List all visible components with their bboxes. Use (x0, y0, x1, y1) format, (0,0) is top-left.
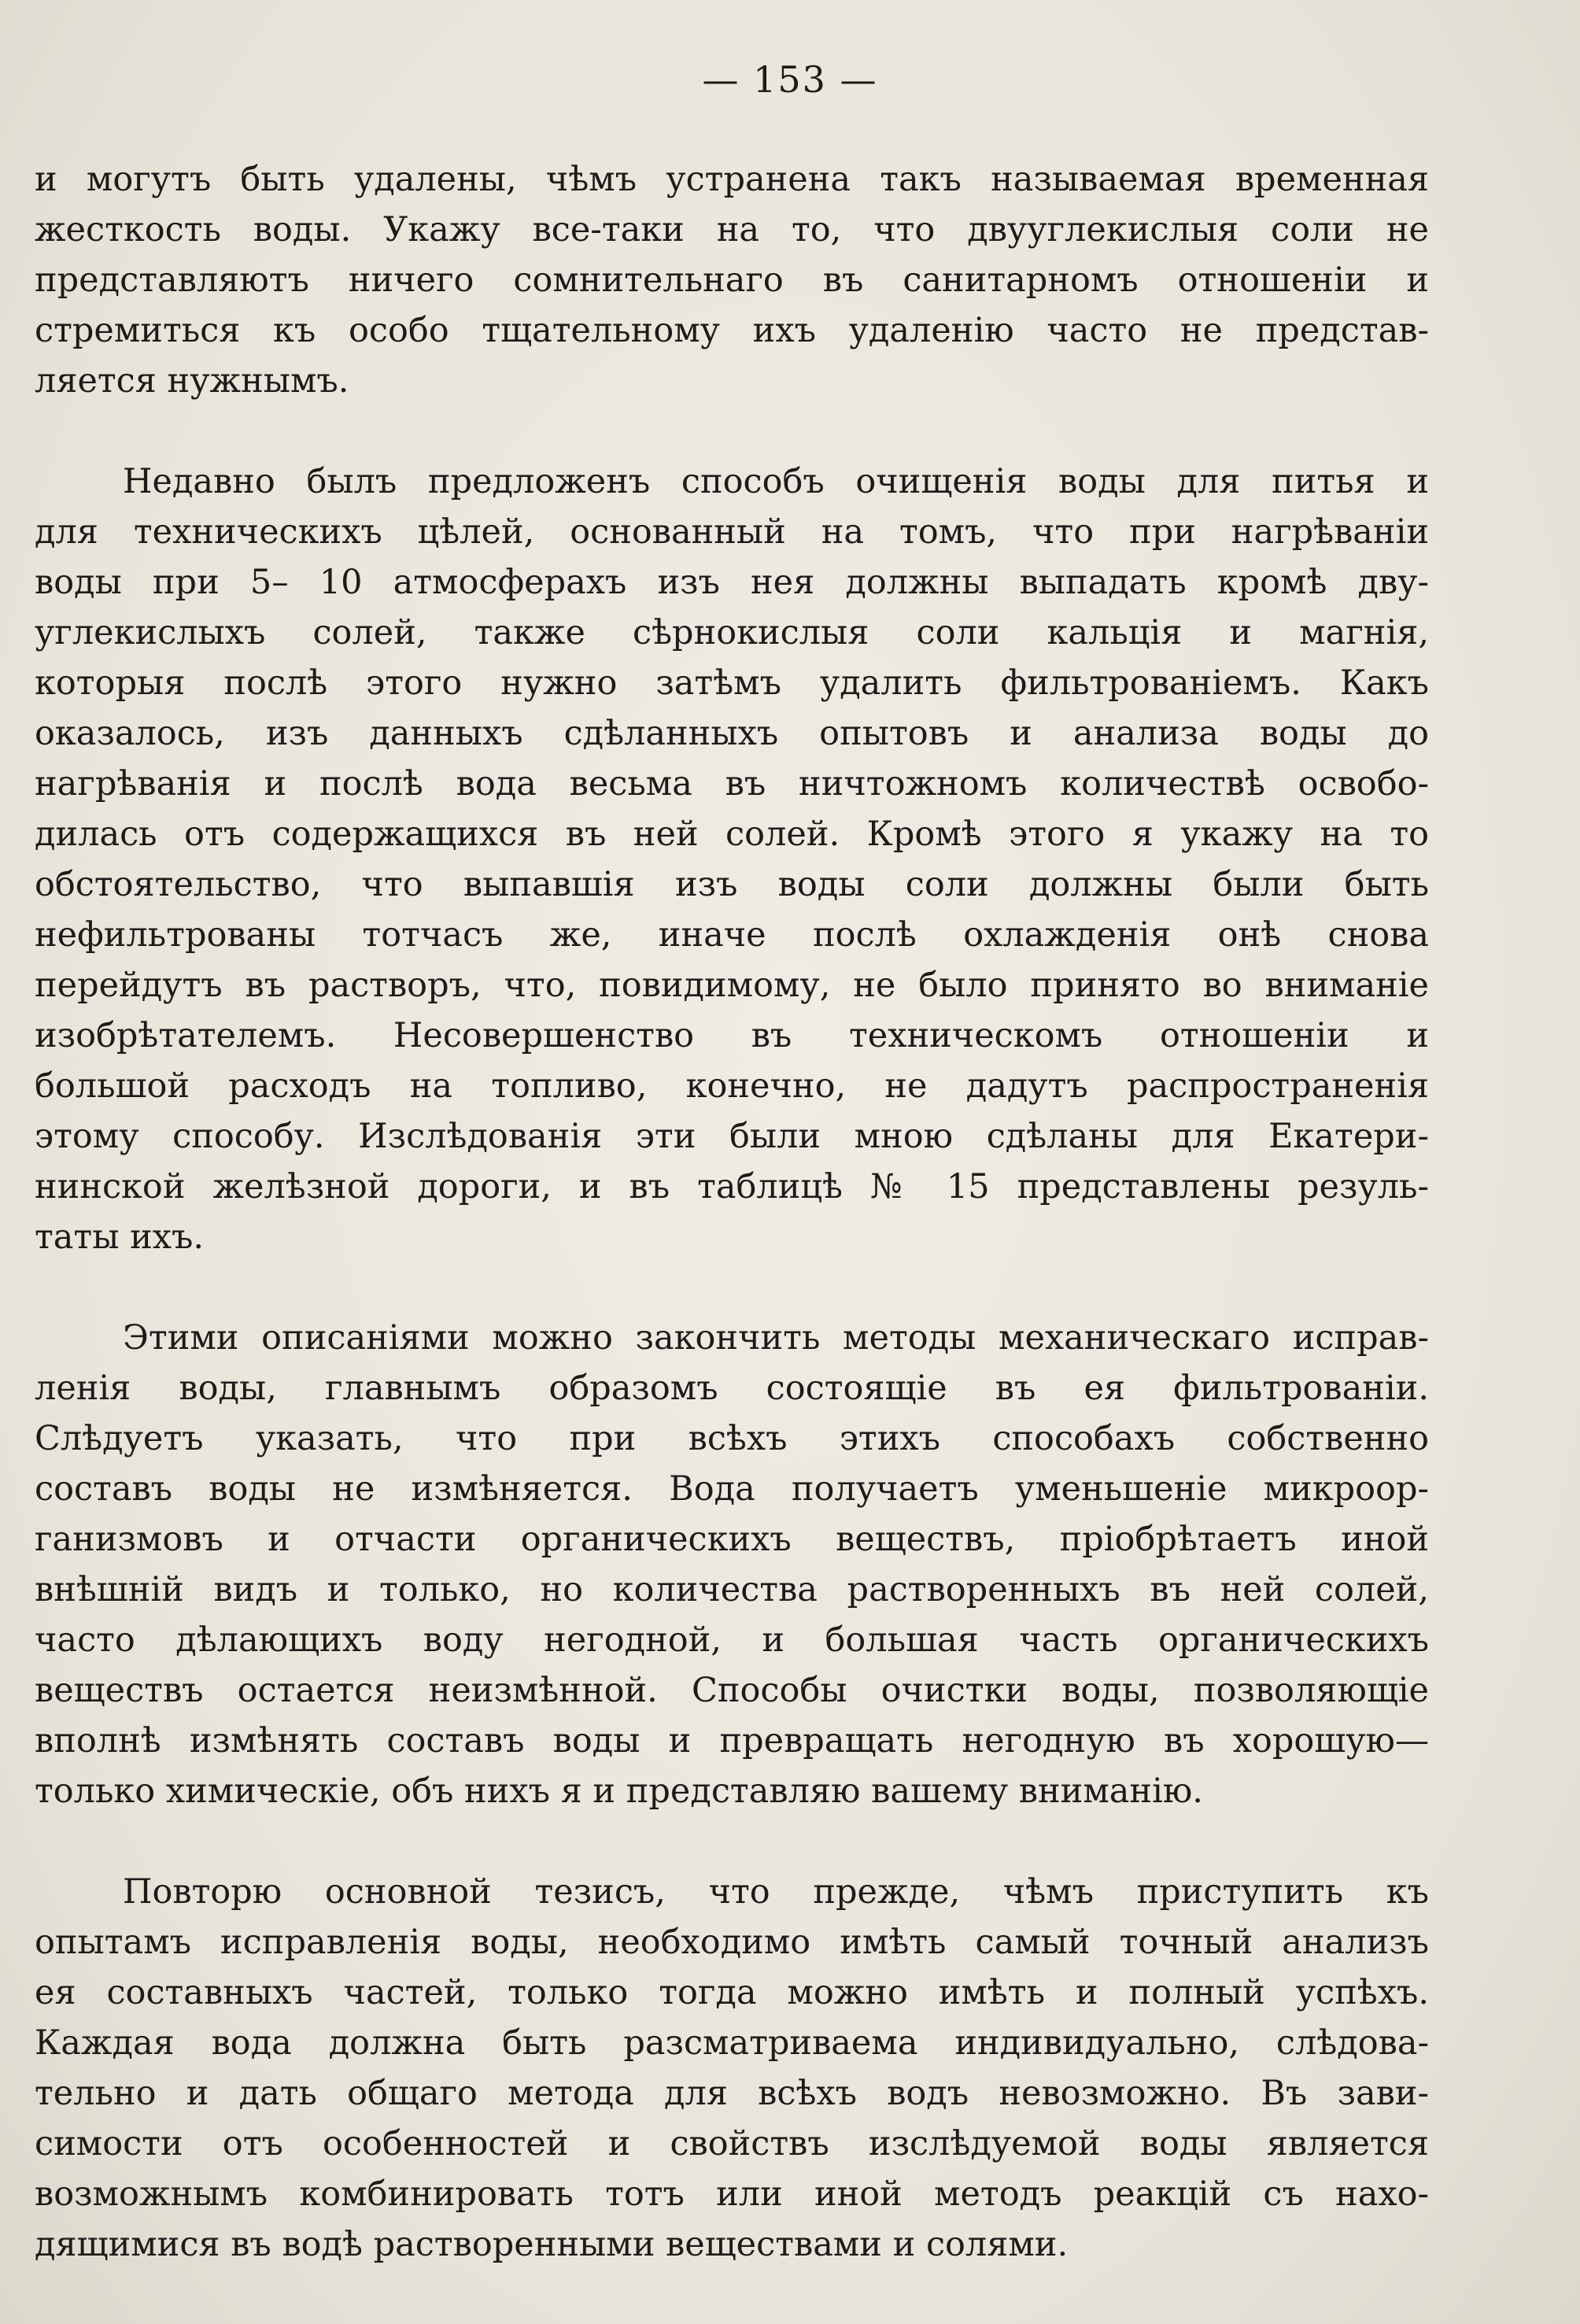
text-line: нинской желѣзной дороги, и въ таблицѣ № 15 представлены резуль- (35, 1167, 1429, 1206)
text-line: оказалось, изъ данныхъ сдѣланныхъ опытовъ и анализа воды до (35, 714, 1429, 753)
text-line: нагрѣванія и послѣ вода весьма въ ничтожномъ количествѣ освобо- (35, 764, 1429, 804)
text-line: обстоятельство, что выпавшія изъ воды соли должны были быть (35, 865, 1429, 904)
text-line: дящимися въ водѣ растворенными веществами и солями. (35, 2225, 1069, 2264)
text-line: составъ воды не измѣняется. Вода получаетъ уменьшеніе микроор- (35, 1469, 1429, 1509)
text-line: Недавно былъ предложенъ способъ очищенія воды для питья и (123, 462, 1429, 501)
text-line: вполнѣ измѣнять составъ воды и превращать негодную въ хорошую— (35, 1721, 1429, 1761)
text-line: жесткость воды. Укажу все-таки на то, что двууглекислыя соли не (35, 210, 1429, 249)
text-line: углекислыхъ солей, также сѣрнокислыя соли кальція и магнія, (35, 613, 1429, 652)
text-line: опытамъ исправленія воды, необходимо имѣть самый точный анализъ (35, 1923, 1429, 1962)
paragraph (35, 154, 1429, 406)
text-line: симости отъ особенностей и свойствъ изслѣдуемой воды является (35, 2124, 1429, 2163)
text-line: Каждая вода должна быть разсматриваема индивидуально, слѣдова- (35, 2023, 1429, 2063)
text-line: возможнымъ комбинировать тотъ или иной методъ реакцій съ нахо- (35, 2174, 1429, 2214)
text-line: для техническихъ цѣлей, основанный на томъ, что при нагрѣваніи (35, 512, 1429, 552)
text-line: таты ихъ. (35, 1217, 205, 1257)
text-line: воды при 5– 10 атмосферахъ изъ нея должны выпадать кромѣ дву- (35, 563, 1429, 602)
text-line: ганизмовъ и отчасти органическихъ веществъ, пріобрѣтаетъ иной (35, 1520, 1429, 1559)
paragraph (35, 1867, 1429, 2270)
text-line: внѣшній видъ и только, но количества растворенныхъ въ ней солей, (35, 1570, 1429, 1609)
text-line: Повторю основной тезисъ, что прежде, чѣмъ приступить къ (123, 1872, 1429, 1912)
text-line: большой расходъ на топливо, конечно, не дадутъ распространенія (35, 1066, 1429, 1106)
text-line: ляется нужнымъ. (35, 361, 349, 401)
paragraph (35, 1313, 1429, 1816)
text-line: и могутъ быть удалены, чѣмъ устранена такъ называемая временная (35, 160, 1429, 199)
text-line: этому способу. Изслѣдованія эти были мною сдѣланы для Екатери- (35, 1117, 1429, 1156)
text-line: веществъ остается неизмѣнной. Способы очистки воды, позволяющіе (35, 1671, 1429, 1710)
text-line: только химическіе, объ нихъ я и представляю вашему вниманію. (35, 1772, 1203, 1811)
text-line: ея составныхъ частей, только тогда можно имѣть и полный успѣхъ. (35, 1973, 1429, 2012)
text-line: Этими описаніями можно закончить методы механическаго исправ- (123, 1318, 1429, 1358)
text-line: часто дѣлающихъ воду негодной, и большая часть органическихъ (35, 1620, 1429, 1660)
text-line: перейдутъ въ растворъ, что, повидимому, не было принято во вниманіе (35, 966, 1429, 1005)
text-line: дилась отъ содержащихся въ ней солей. Кромѣ этого я укажу на то (35, 815, 1429, 854)
text-line: изобрѣтателемъ. Несовершенство въ техническомъ отношеніи и (35, 1016, 1429, 1055)
body-text (35, 154, 1429, 2320)
text-line: которыя послѣ этого нужно затѣмъ удалить фильтрованіемъ. Какъ (35, 663, 1429, 703)
page-number: — 153 — (702, 58, 878, 101)
paragraph (35, 456, 1429, 1262)
text-line: тельно и дать общаго метода для всѣхъ водъ невозможно. Въ зави- (35, 2074, 1429, 2113)
text-line: ленія воды, главнымъ образомъ состоящіе въ ея фильтрованіи. (35, 1369, 1429, 1408)
text-line: представляютъ ничего сомнительнаго въ санитарномъ отношеніи и (35, 260, 1429, 300)
text-line: Слѣдуетъ указать, что при всѣхъ этихъ способахъ собственно (35, 1419, 1429, 1458)
text-line: стремиться къ особо тщательному ихъ удаленію часто не представ- (35, 311, 1429, 350)
text-line: нефильтрованы тотчасъ же, иначе послѣ охлажденія онѣ снова (35, 915, 1429, 955)
